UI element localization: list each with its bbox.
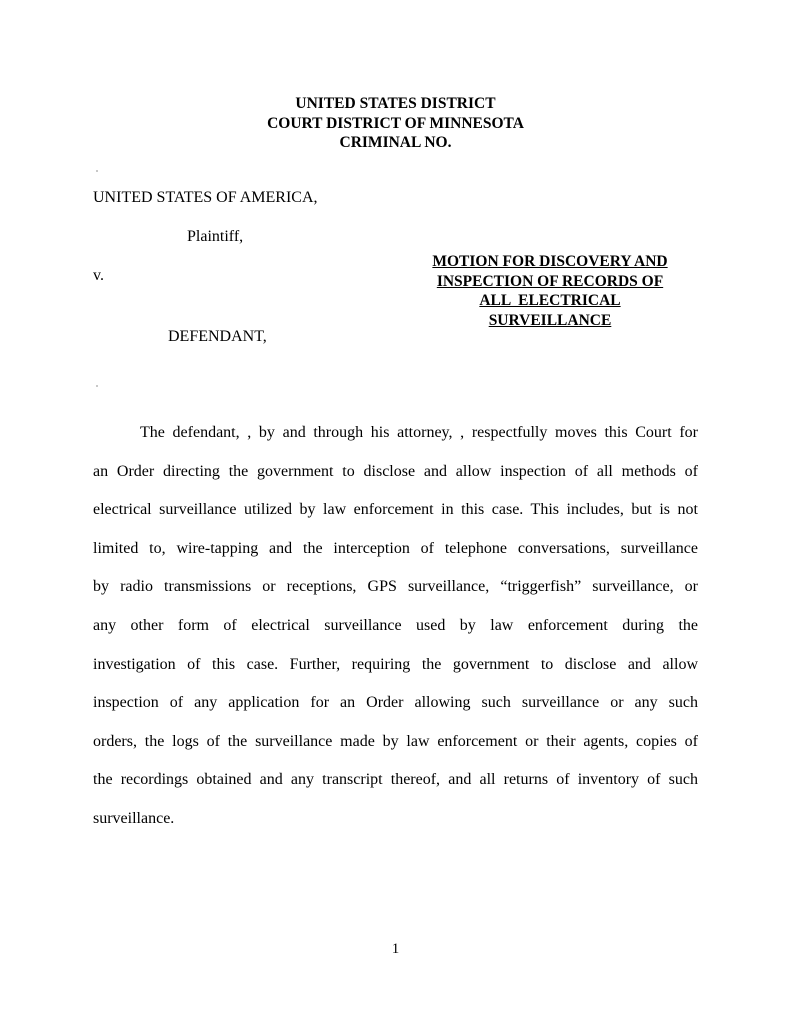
motion-title-line-1: MOTION FOR DISCOVERY AND (432, 253, 668, 270)
body-line: inspection of any application for an Order allowing such surveillance or any such (93, 694, 698, 712)
versus-label: v. (93, 267, 104, 284)
margin-mark (96, 385, 98, 387)
motion-title-line-3: ALL ELECTRICAL (479, 292, 621, 309)
body-line: the recordings obtained and any transcript thereof, and all returns of inventory of such (93, 771, 698, 789)
body-line: orders, the logs of the surveillance made by law enforcement or their agents, copies of (93, 732, 698, 750)
body-line: electrical surveillance utilized by law enforcement in this case. This includes, but is not (93, 501, 698, 519)
court-heading (0, 94, 791, 153)
motion-body (93, 421, 698, 846)
heading-line-1: UNITED STATES DISTRICT (295, 95, 496, 112)
body-line: an Order directing the government to disclose and allow inspection of all methods of (93, 462, 698, 480)
heading-line-2: COURT DISTRICT OF MINNESOTA (267, 114, 524, 132)
body-line: The defendant, , by and through his attorney, , respectfully moves this Court for (140, 424, 698, 441)
motion-title-line-4: SURVEILLANCE (488, 311, 612, 329)
body-line: any other form of electrical surveillance used by law enforcement during the (93, 616, 698, 634)
plaintiff-role: Plaintiff, (187, 228, 244, 245)
body-line: by radio transmissions or receptions, GPS surveillance, “triggerfish” surveillance, or (93, 578, 698, 596)
motion-title (410, 252, 690, 330)
defendant-role: DEFENDANT, (168, 328, 267, 345)
margin-mark (96, 170, 98, 172)
body-line: limited to, wire-tapping and the interception of telephone conversations, surveillance (93, 539, 698, 557)
motion-title-line-2: INSPECTION OF RECORDS OF (436, 272, 664, 290)
body-line: investigation of this case. Further, requiring the government to disclose and allow (93, 655, 698, 673)
body-line: surveillance. (93, 809, 175, 827)
plaintiff-name: UNITED STATES OF AMERICA, (93, 189, 318, 206)
heading-line-3: CRIMINAL NO. (339, 134, 452, 151)
page-number: 1 (391, 941, 400, 957)
